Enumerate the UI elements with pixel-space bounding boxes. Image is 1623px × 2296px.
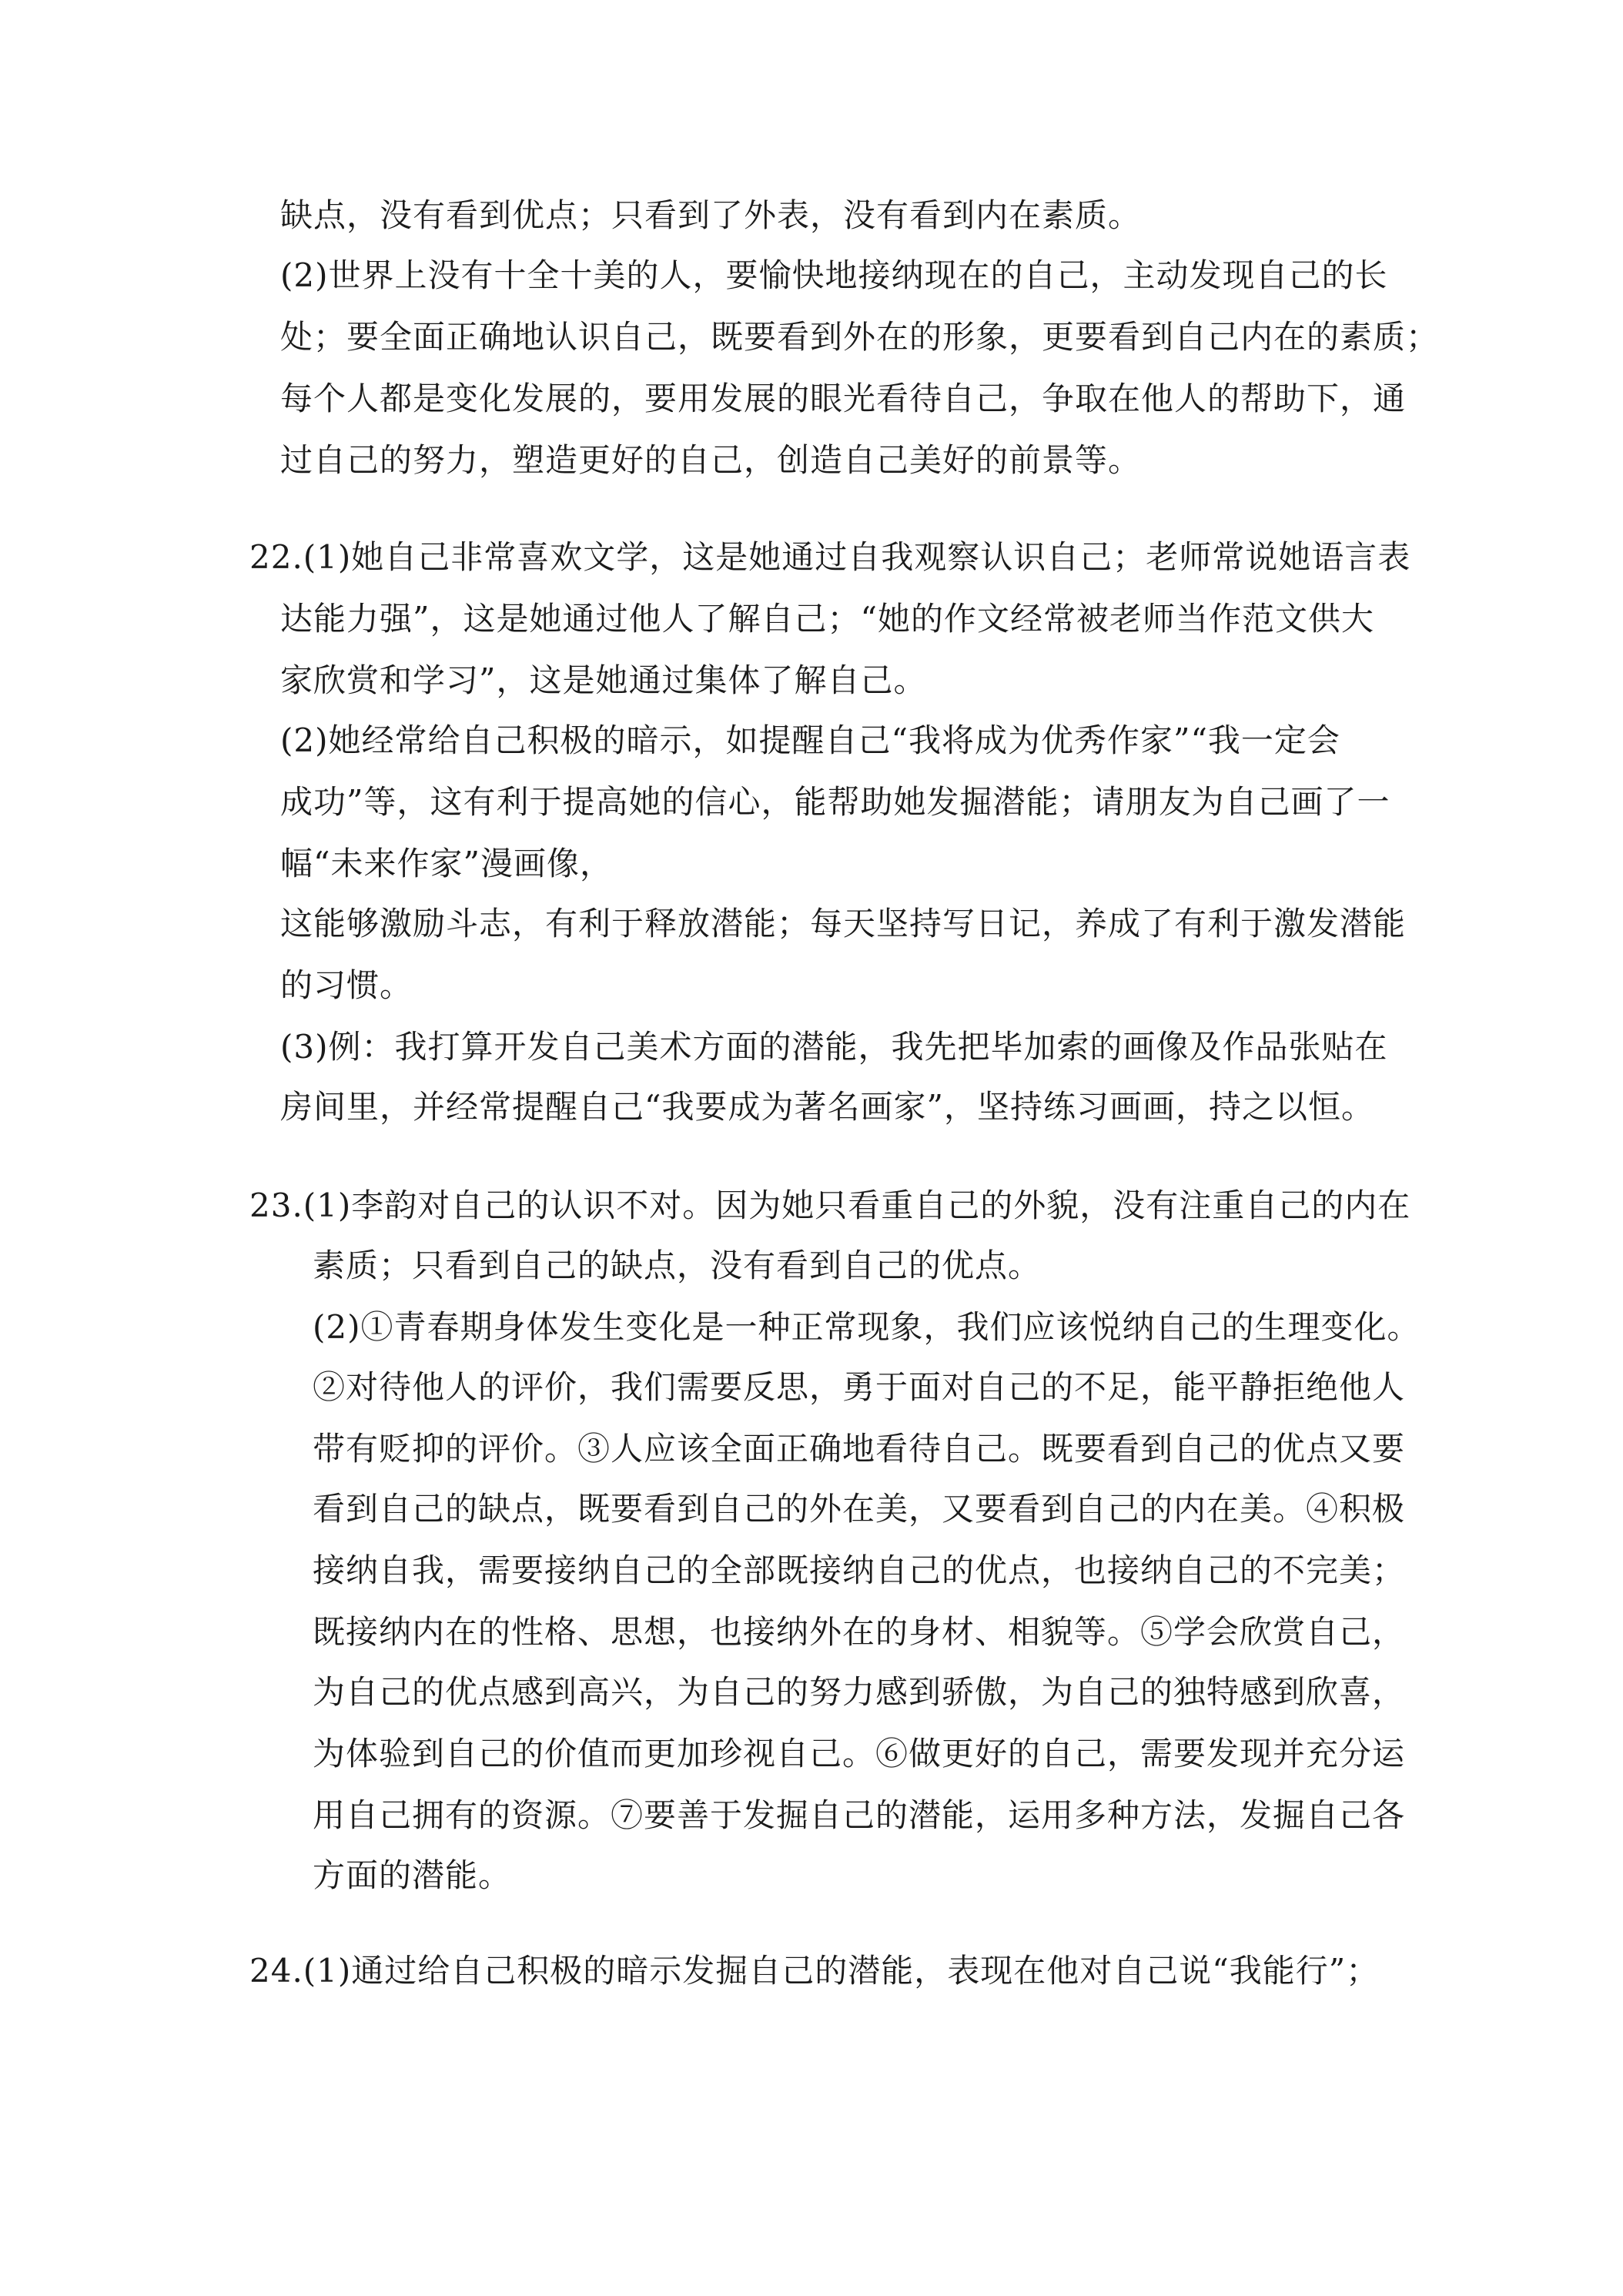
text-line: (2)她经常给自己积极的暗示，如提醒自己“我将成为优秀作家”“我一定会: [280, 721, 1340, 759]
text-line: 房间里，并经常提醒自己“我要成为著名画家”，坚持练习画画，持之以恒。: [280, 1088, 1374, 1126]
text-line: 处；要全面正确地认识自己，既要看到外在的形象，更要看到自己内在的素质；: [280, 318, 1440, 356]
text-line: 缺点，没有看到优点；只看到了外表，没有看到内在素质。: [280, 196, 1142, 234]
text-line: 这能够激励斗志，有利于释放潜能；每天坚持写日记，养成了有利于激发潜能: [280, 905, 1407, 942]
text-line: 看到自己的缺点，既要看到自己的外在美，又要看到自己的内在美。④积极: [313, 1490, 1406, 1528]
text-line: 过自己的努力，塑造更好的自己，创造自己美好的前景等。: [280, 441, 1142, 479]
text-line: 24.(1)通过给自己积极的暗示发掘自己的潜能，表现在他对自己说“我能行”；: [249, 1952, 1380, 1990]
text-line: 接纳自我，需要接纳自己的全部既接纳自己的优点，也接纳自己的不完美；: [313, 1551, 1406, 1589]
text-line: 22.(1)她自己非常喜欢文学，这是她通过自我观察认识自己；老师常说她语言表: [249, 538, 1411, 576]
text-line: 幅“未来作家”漫画像，: [280, 845, 613, 882]
text-line: ②对待他人的评价，我们需要反思，勇于面对自己的不足，能平静拒绝他人: [313, 1368, 1406, 1406]
text-line: 达能力强”，这是她通过他人了解自己；“她的作文经常被老师当作范文供大: [280, 600, 1374, 638]
text-line: 家欣赏和学习”，这是她通过集体了解自己。: [280, 661, 927, 699]
text-line: 23.(1)李韵对自己的认识不对。因为她只看重自己的外貌，没有注重自己的内在: [249, 1186, 1411, 1224]
text-line: 为体验到自己的价值而更加珍视自己。⑥做更好的自己，需要发现并充分运: [313, 1735, 1406, 1772]
text-line: 方面的潜能。: [313, 1856, 512, 1894]
text-line: 的习惯。: [280, 966, 413, 1004]
text-line: (3)例：我打算开发自己美术方面的潜能，我先把毕加索的画像及作品张贴在: [280, 1028, 1388, 1066]
text-line: (2)①青春期身体发生变化是一种正常现象，我们应该悦纳自己的生理变化。: [313, 1308, 1421, 1346]
text-line: 用自己拥有的资源。⑦要善于发掘自己的潜能，运用多种方法，发掘自己各: [313, 1796, 1406, 1834]
text-line: 为自己的优点感到高兴，为自己的努力感到骄傲，为自己的独特感到欣喜，: [313, 1673, 1406, 1711]
text-line: 带有贬抑的评价。③人应该全面正确地看待自己。既要看到自己的优点又要: [313, 1430, 1406, 1468]
text-line: 每个人都是变化发展的，要用发展的眼光看待自己，争取在他人的帮助下，通: [280, 380, 1407, 417]
text-line: 既接纳内在的性格、思想，也接纳外在的身材、相貌等。⑤学会欣赏自己，: [313, 1613, 1406, 1651]
text-line: 素质；只看到自己的缺点，没有看到自己的优点。: [313, 1247, 1042, 1284]
text-line: (2)世界上没有十全十美的人，要愉快地接纳现在的自己，主动发现自己的长: [280, 256, 1388, 294]
text-line: 成功”等，这有利于提高她的信心，能帮助她发掘潜能；请朋友为自己画了一: [280, 783, 1390, 821]
